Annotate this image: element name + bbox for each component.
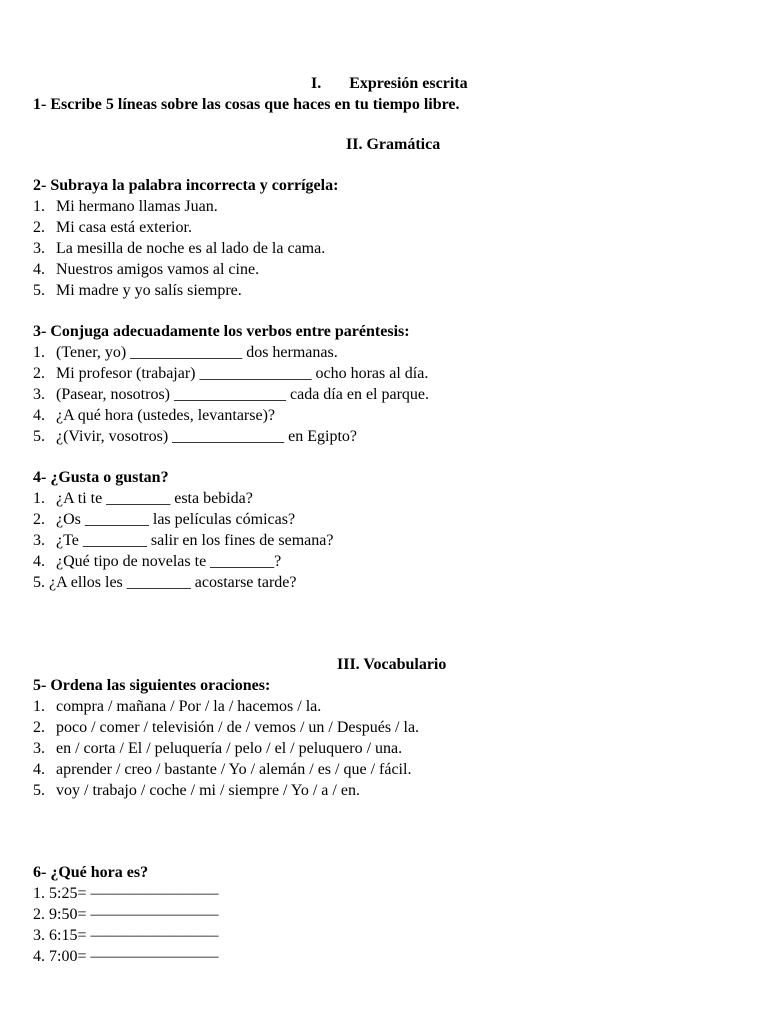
exercise-6-item: 2. 9:50= ———————— (33, 906, 219, 923)
exercise-2-heading: 2- Subraya la palabra incorrecta y corrígela: (33, 177, 339, 194)
section-2-title: II. Gramática (346, 136, 441, 153)
section-1-heading (311, 73, 468, 94)
exercise-2-item: 2. Mi casa está exterior. (33, 219, 192, 236)
exercise-3-item: 1. (Tener, yo) ______________ dos hermanas. (33, 344, 338, 361)
section-3-title: III. Vocabulario (337, 656, 447, 673)
exercise-3-item: 4. ¿A qué hora (ustedes, levantarse)? (33, 407, 276, 424)
exercise-6-item: 3. 6:15= ———————— (33, 927, 219, 944)
exercise-1-prompt: 1- Escribe 5 líneas sobre las cosas que haces en tu tiempo libre. (33, 96, 460, 113)
exercise-5-heading: 5- Ordena las siguientes oraciones: (33, 677, 271, 694)
exercise-5-item: 1. compra / mañana / Por / la / hacemos / la. (33, 698, 322, 715)
exercise-2-item: 4. Nuestros amigos vamos al cine. (33, 261, 260, 278)
section-1-title: Expresión escrita (349, 75, 468, 92)
exercise-4-item: 2. ¿Os ________ las películas cómicas? (33, 511, 296, 528)
exercise-5-item: 4. aprender / creo / bastante / Yo / alemán / es / que / fácil. (33, 761, 412, 778)
exercise-4-item: 5. ¿A ellos les ________ acostarse tarde? (33, 574, 297, 591)
exercise-4-item: 4. ¿Qué tipo de novelas te ________? (33, 553, 282, 570)
exercise-3-item: 2. Mi profesor (trabajar) ______________ ocho horas al día. (33, 365, 429, 382)
exercise-5-item: 5. voy / trabajo / coche / mi / siempre / Yo / a / en. (33, 782, 360, 799)
exercise-4-item: 3. ¿Te ________ salir en los fines de semana? (33, 532, 334, 549)
exercise-6-heading: 6- ¿Qué hora es? (33, 864, 149, 881)
exercise-5-item: 2. poco / comer / televisión / de / vemos / un / Después / la. (33, 719, 420, 736)
exercise-3-item: 5. ¿(Vivir, vosotros) ______________ en Egipto? (33, 428, 358, 445)
exercise-4-heading: 4- ¿Gusta o gustan? (33, 469, 169, 486)
section-1-numeral: I. (311, 75, 322, 92)
exercise-5-item: 3. en / corta / El / peluquería / pelo / el / peluquero / una. (33, 740, 403, 757)
exercise-4-item: 1. ¿A ti te ________ esta bebida? (33, 490, 253, 507)
exercise-2-item: 3. La mesilla de noche es al lado de la cama. (33, 240, 326, 257)
exercise-2-item: 5. Mi madre y yo salís siempre. (33, 282, 242, 299)
exercise-2-item: 1. Mi hermano llamas Juan. (33, 198, 218, 215)
exercise-6-item: 1. 5:25= ———————— (33, 885, 219, 902)
exercise-3-item: 3. (Pasear, nosotros) ______________ cada día en el parque. (33, 386, 430, 403)
exercise-6-item: 4. 7:00= ———————— (33, 948, 219, 965)
exercise-3-heading: 3- Conjuga adecuadamente los verbos entre paréntesis: (33, 323, 410, 340)
